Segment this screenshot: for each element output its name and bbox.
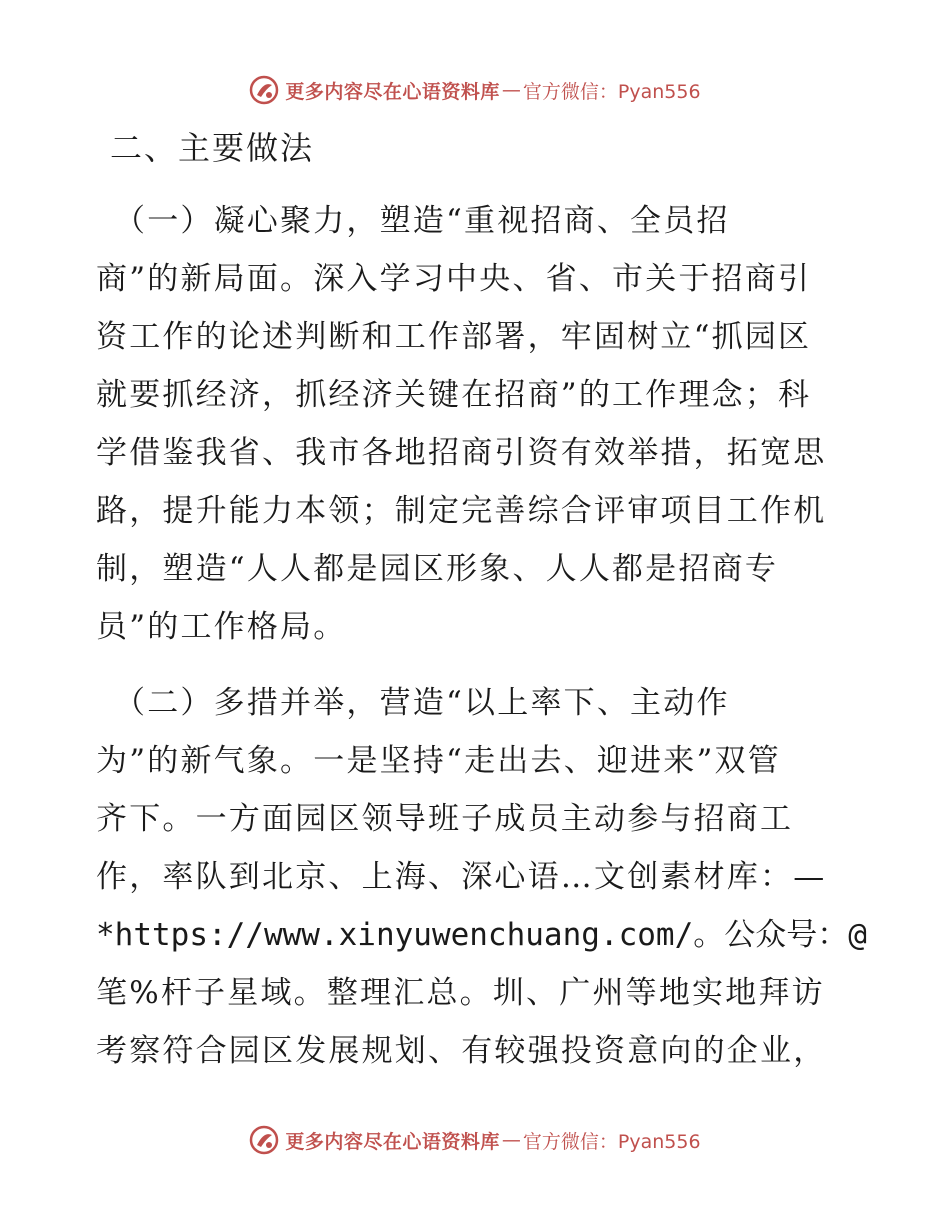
watermark-footer [0,1120,950,1160]
paragraph-line: 商”的新局面。深入学习中央、省、市关于招商引 [96,261,812,297]
paragraph-line: 作，率队到北京、上海、深心语…文创素材库：— [96,859,827,895]
section-heading: 二、主要做法 [110,129,315,167]
paragraph-line-url: *https://www.xinyuwenchuang.com/。公众号：@ [96,917,867,953]
watermark-contact: 官方微信：Pyan556 [522,1130,701,1153]
paragraph-line: 员”的工作格局。 [96,609,347,645]
paragraph-line: （一）凝心聚力，塑造“重视招商、全员招 [114,203,730,239]
paragraph-line: 笔%杆子星域。整理汇总。圳、广州等地实地拜访 [96,975,825,1011]
paragraph-line: 为”的新气象。一是坚持“走出去、迎进来”双管 [96,743,781,779]
watermark-title: 更多内容尽在心语资料库 [285,80,500,103]
paragraph-line: （二）多措并举，营造“以上率下、主动作 [114,685,730,721]
logo-icon [249,1125,279,1155]
paragraph-line: 路，提升能力本领；制定完善综合评审项目工作机 [96,493,827,529]
paragraph-1 [96,192,856,656]
paragraph-line: 学借鉴我省、我市各地招商引资有效举措，拓宽思 [96,435,827,471]
paragraph-line: 齐下。一方面园区领导班子成员主动参与招商工 [96,801,794,837]
paragraph-line: 资工作的论述判断和工作部署，牢固树立“抓园区 [96,319,812,355]
paragraph-line: 制，塑造“人人都是园区形象、人人都是招商专 [96,551,779,587]
watermark-dash: — [501,1129,521,1151]
document-body [96,124,867,1098]
logo-icon [249,75,279,105]
watermark-dash: — [501,79,521,101]
paragraph-line: 考察符合园区发展规划、有较强投资意向的企业， [96,1033,827,1069]
paragraph-2 [96,674,867,1080]
paragraph-line: 就要抓经济，抓经济关键在招商”的工作理念；科 [96,377,812,413]
watermark-contact: 官方微信：Pyan556 [522,80,701,103]
watermark-title: 更多内容尽在心语资料库 [285,1130,500,1153]
watermark-header [0,70,950,110]
